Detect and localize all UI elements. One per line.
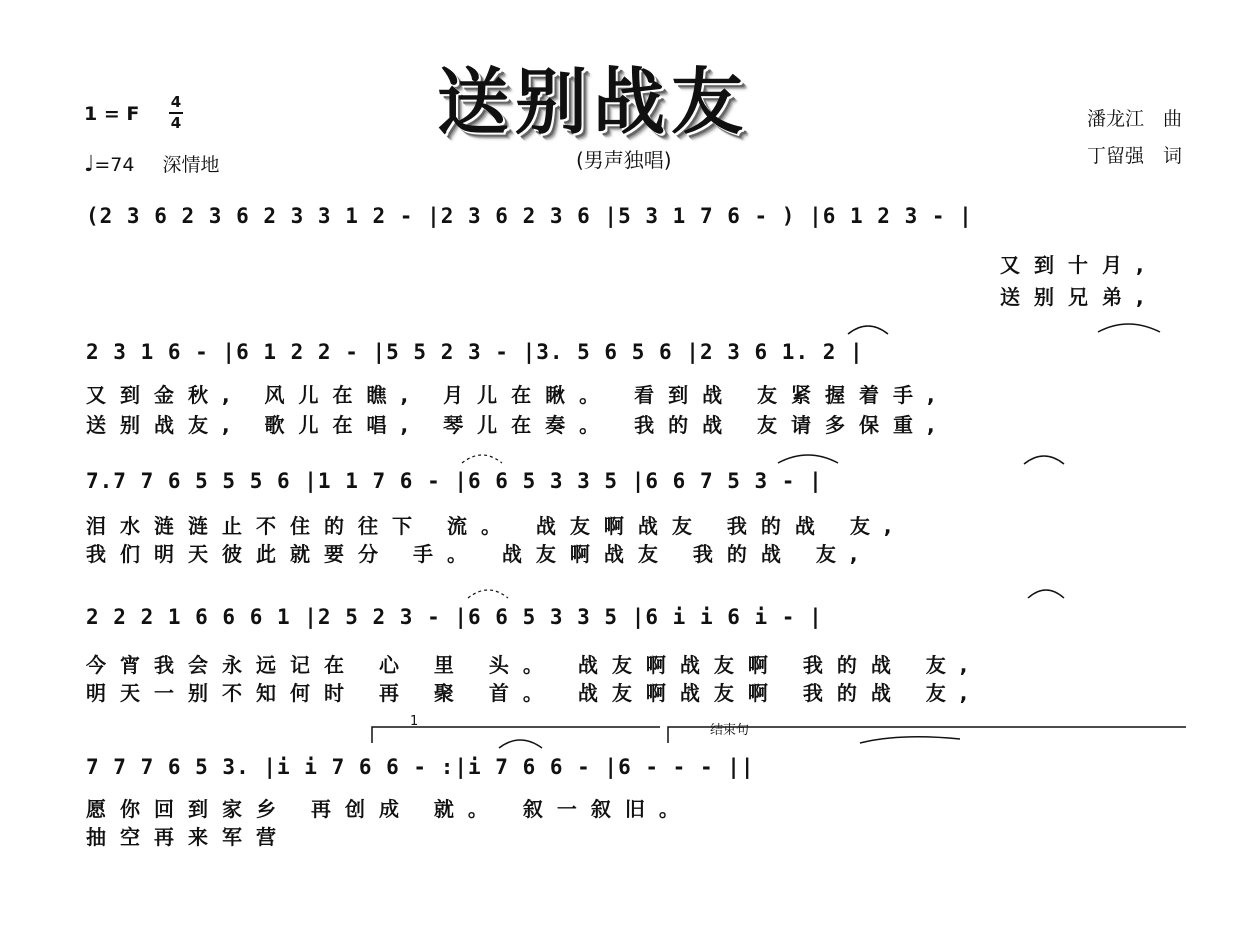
lyricist-credit: 丁留强 词 xyxy=(1087,145,1183,167)
lyric-line-3a: 泪水涟涟止不住的往下 流。 战友啊战友 我的战 友, xyxy=(86,514,906,538)
slur-mark xyxy=(778,455,838,463)
volta-number: 1 xyxy=(410,714,419,729)
lyric-line-2a: 又到金秋, 风儿在瞧, 月儿在瞅。 看到战 友紧握着手, xyxy=(86,383,949,407)
lyric-line-1a: 又到十月, xyxy=(1000,253,1158,277)
lyric-line-2b: 送别战友, 歌儿在唱, 琴儿在奏。 我的战 友请多保重, xyxy=(86,413,949,437)
music-line-4: 2 2 2 1 6 6 6 1 |2 5 2 3 - |6 6 5 3 3 5 |6 i i 6 i - | xyxy=(86,605,823,629)
expression-mark: 深情地 xyxy=(162,154,220,176)
slur-mark xyxy=(1028,590,1064,598)
key-signature: 1 = F xyxy=(84,103,140,125)
slur-mark xyxy=(499,740,542,748)
music-line-5: 7 7 7 6 5 3. |i i 7 6 6 - :|i 7 6 6 - |6 - - - || xyxy=(86,755,755,779)
dotted-slur-mark xyxy=(468,590,508,598)
time-signature-bottom: 4 xyxy=(170,114,182,132)
quarter-note-icon: ♩ xyxy=(84,152,95,177)
tempo-value: =74 xyxy=(94,154,135,176)
slur-mark xyxy=(848,326,888,334)
song-title: 送别战友 xyxy=(437,59,750,144)
subtitle: (男声独唱) xyxy=(576,148,672,172)
slur-mark xyxy=(860,737,960,743)
music-line-1: (2 3 6 2 3 6 2 3 3 1 2 - |2 3 6 2 3 6 |5 3 1 7 6 - ) |6 1 2 3 - | xyxy=(86,204,973,228)
lyric-line-4a: 今宵我会永远记在 心 里 头。 战友啊战友啊 我的战 友, xyxy=(86,653,982,677)
lyric-line-5b: 抽空再来军营 xyxy=(86,825,290,849)
time-signature-top: 4 xyxy=(170,93,182,111)
ending-label: 结束句 xyxy=(708,719,751,738)
lyric-line-4b: 明天一别不知何时 再 聚 首。 战友啊战友啊 我的战 友, xyxy=(86,681,982,705)
lyric-line-3b: 我们明天彼此就要分 手。 战友啊战友 我的战 友, xyxy=(86,542,872,566)
lyric-line-1b: 送别兄弟, xyxy=(1000,285,1158,309)
slur-mark xyxy=(1024,456,1064,464)
ending-bracket xyxy=(668,727,1186,743)
lyric-line-5a: 愿你回到家乡 再创成 就。 叙一叙旧。 xyxy=(86,797,693,821)
music-line-2: 2 3 1 6 - |6 1 2 2 - |5 5 2 3 - |3. 5 6 5 6 |2 3 6 1. 2 | xyxy=(86,340,864,364)
music-line-3: 7.7 7 6 5 5 5 6 |1 1 7 6 - |6 6 5 3 3 5 |6 6 7 5 3 - | xyxy=(86,469,823,493)
composer-credit: 潘龙江 曲 xyxy=(1087,108,1183,130)
slur-mark xyxy=(1098,324,1160,332)
dotted-slur-mark xyxy=(462,455,502,463)
